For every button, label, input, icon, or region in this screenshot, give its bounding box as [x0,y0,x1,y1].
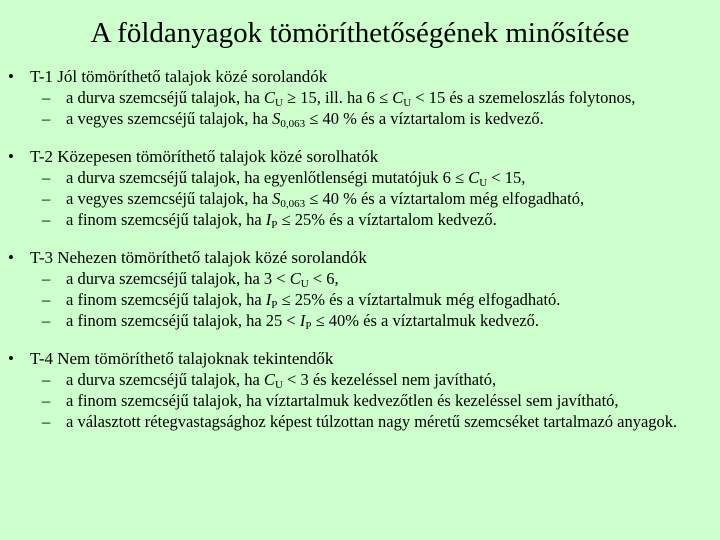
subscript: U [479,177,488,189]
sub-item [8,289,708,310]
sub-item-text: < 15, [487,168,526,187]
sub-item-text: a finom szemcséjű talajok, ha [66,290,266,309]
sub-item-text: a vegyes szemcséjű talajok, ha [66,189,273,208]
variable-symbol: C [468,168,480,187]
dash-icon: – [42,290,51,309]
section-heading [8,146,708,167]
section-1 [8,66,708,129]
subscript: 0,063 [280,198,306,210]
subscript: P [271,299,278,311]
variable-symbol: C [263,88,275,107]
sub-item-text: a választott rétegvastagsághoz képest túlzottan nagy méretű szemcséket tartalmazó anyagok. [66,412,678,431]
sub-item-text: ≥ 15, ill. ha 6 ≤ [282,88,393,107]
bullet-icon: • [8,248,14,267]
dash-icon: – [42,210,51,229]
sub-item-text: a finom szemcséjű talajok, ha víztartalmuk kedvezőtlen és kezeléssel sem javítható, [66,391,619,410]
sub-item-text: a finom szemcséjű talajok, ha 25 < [66,311,300,330]
dash-icon: – [42,189,51,208]
dash-icon: – [42,168,51,187]
variable-symbol: I [299,311,306,330]
subscript: P [271,219,278,231]
sub-item [8,209,708,230]
variable-symbol: C [392,88,404,107]
sub-item-text: ≤ 40% és a víztartalmuk kedvező. [311,311,540,330]
section-heading [8,66,708,87]
sub-item [8,87,708,108]
section-heading-text: T-1 Jól tömöríthető talajok közé sorolandók [30,67,328,86]
dash-icon: – [42,370,51,389]
section-2 [8,146,708,230]
sub-item-text: ≤ 40 % és a víztartalom még elfogadható, [305,189,585,208]
bullet-icon: • [8,147,14,166]
variable-symbol: C [289,269,301,288]
bullet-icon: • [8,67,14,86]
section-heading [8,247,708,268]
section-heading [8,348,708,369]
dash-icon: – [42,311,51,330]
sub-item [8,167,708,188]
sub-item [8,268,708,289]
sub-item-text: ≤ 40 % és a víztartalom is kedvező. [305,109,544,128]
sub-item-text: < 6, [308,269,339,288]
section-heading-text: T-2 Közepesen tömöríthető talajok közé sorolhatók [30,147,379,166]
subscript: U [274,379,283,391]
section-heading-text: T-4 Nem tömöríthető talajoknak tekintendők [30,349,334,368]
subscript: U [274,97,283,109]
subscript: U [403,97,412,109]
variable-symbol: I [265,210,272,229]
slide-title: A földanyagok tömöríthetőségének minősítése [90,17,630,49]
sub-item-text: ≤ 25% és a víztartalom kedvező. [277,210,497,229]
sub-item [8,369,708,390]
dash-icon: – [42,391,51,410]
sub-item [8,411,708,432]
section-3 [8,247,708,331]
subscript: U [300,278,309,290]
sub-item [8,108,708,129]
sub-item-text: < 3 és kezeléssel nem javítható, [282,370,497,389]
dash-icon: – [42,88,51,107]
variable-symbol: S [272,109,281,128]
sub-item-text: a vegyes szemcséjű talajok, ha [66,109,273,128]
sub-item-text: a durva szemcséjű talajok, ha 3 < [66,269,290,288]
sub-item [8,390,708,411]
variable-symbol: I [265,290,272,309]
sub-item [8,188,708,209]
sub-item [8,310,708,331]
variable-symbol: S [272,189,281,208]
variable-symbol: C [263,370,275,389]
sub-item-text: ≤ 25% és a víztartalmuk még elfogadható. [277,290,561,309]
sub-item-text: < 15 és a szemeloszlás folytonos, [411,88,636,107]
subscript: P [305,320,312,332]
dash-icon: – [42,269,51,288]
section-heading-text: T-3 Nehezen tömöríthető talajok közé sorolandók [30,248,367,267]
sub-item-text: a durva szemcséjű talajok, ha [66,370,264,389]
sub-item-text: a durva szemcséjű talajok, ha [66,88,264,107]
slide-content [8,66,708,449]
sub-item-text: a finom szemcséjű talajok, ha [66,210,266,229]
bullet-icon: • [8,349,14,368]
section-4 [8,348,708,432]
dash-icon: – [42,109,51,128]
dash-icon: – [42,412,51,431]
sub-item-text: a durva szemcséjű talajok, ha egyenlőtlenségi mutatójuk 6 ≤ [66,168,469,187]
subscript: 0,063 [280,118,306,130]
